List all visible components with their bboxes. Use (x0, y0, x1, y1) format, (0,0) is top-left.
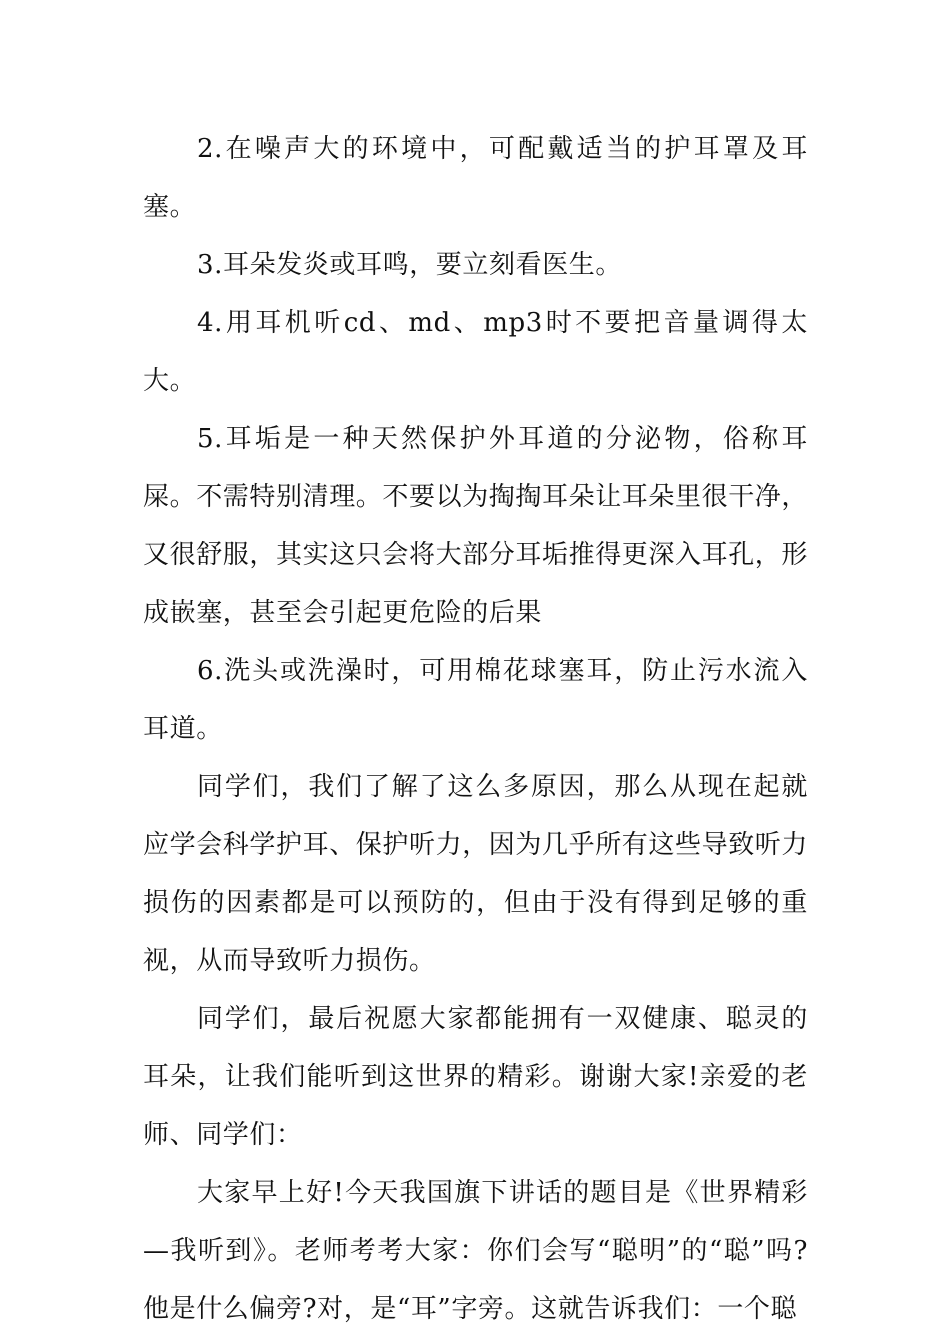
document-body (143, 120, 808, 1338)
paragraph-item-3: 3.耳朵发炎或耳鸣，要立刻看医生。 (197, 250, 623, 280)
paragraph-closing: 同学们，最后祝愿大家都能拥有一双健康、聪灵的耳朵，让我们能听到这世界的精彩。谢谢大家!亲爱的老师、同学们： (143, 1004, 808, 1150)
paragraph-item-4: 4.用耳机听cd、md、mp3时不要把音量调得太大。 (143, 308, 808, 396)
paragraph-speech-intro: 大家早上好!今天我国旗下讲话的题目是《世界精彩—我听到》。老师考考大家：你们会写“聪明”的“聪”吗?他是什么偏旁?对，是“耳”字旁。这就告诉我们：一个聪 (143, 1178, 808, 1324)
paragraph-item-6: 6.洗头或洗澡时，可用棉花球塞耳，防止污水流入耳道。 (143, 656, 808, 744)
paragraph-item-5: 5.耳垢是一种天然保护外耳道的分泌物，俗称耳屎。不需特别清理。不要以为掏掏耳朵让耳朵里很干净，又很舒服，其实这只会将大部分耳垢推得更深入耳孔，形成嵌塞，甚至会引起更危险的后果 (143, 424, 809, 628)
paragraph-prevention: 同学们，我们了解了这么多原因，那么从现在起就应学会科学护耳、保护听力，因为几乎所有这些导致听力损伤的因素都是可以预防的，但由于没有得到足够的重视，从而导致听力损伤。 (143, 772, 809, 976)
paragraph-item-2: 2.在噪声大的环境中，可配戴适当的护耳罩及耳塞。 (143, 134, 808, 222)
